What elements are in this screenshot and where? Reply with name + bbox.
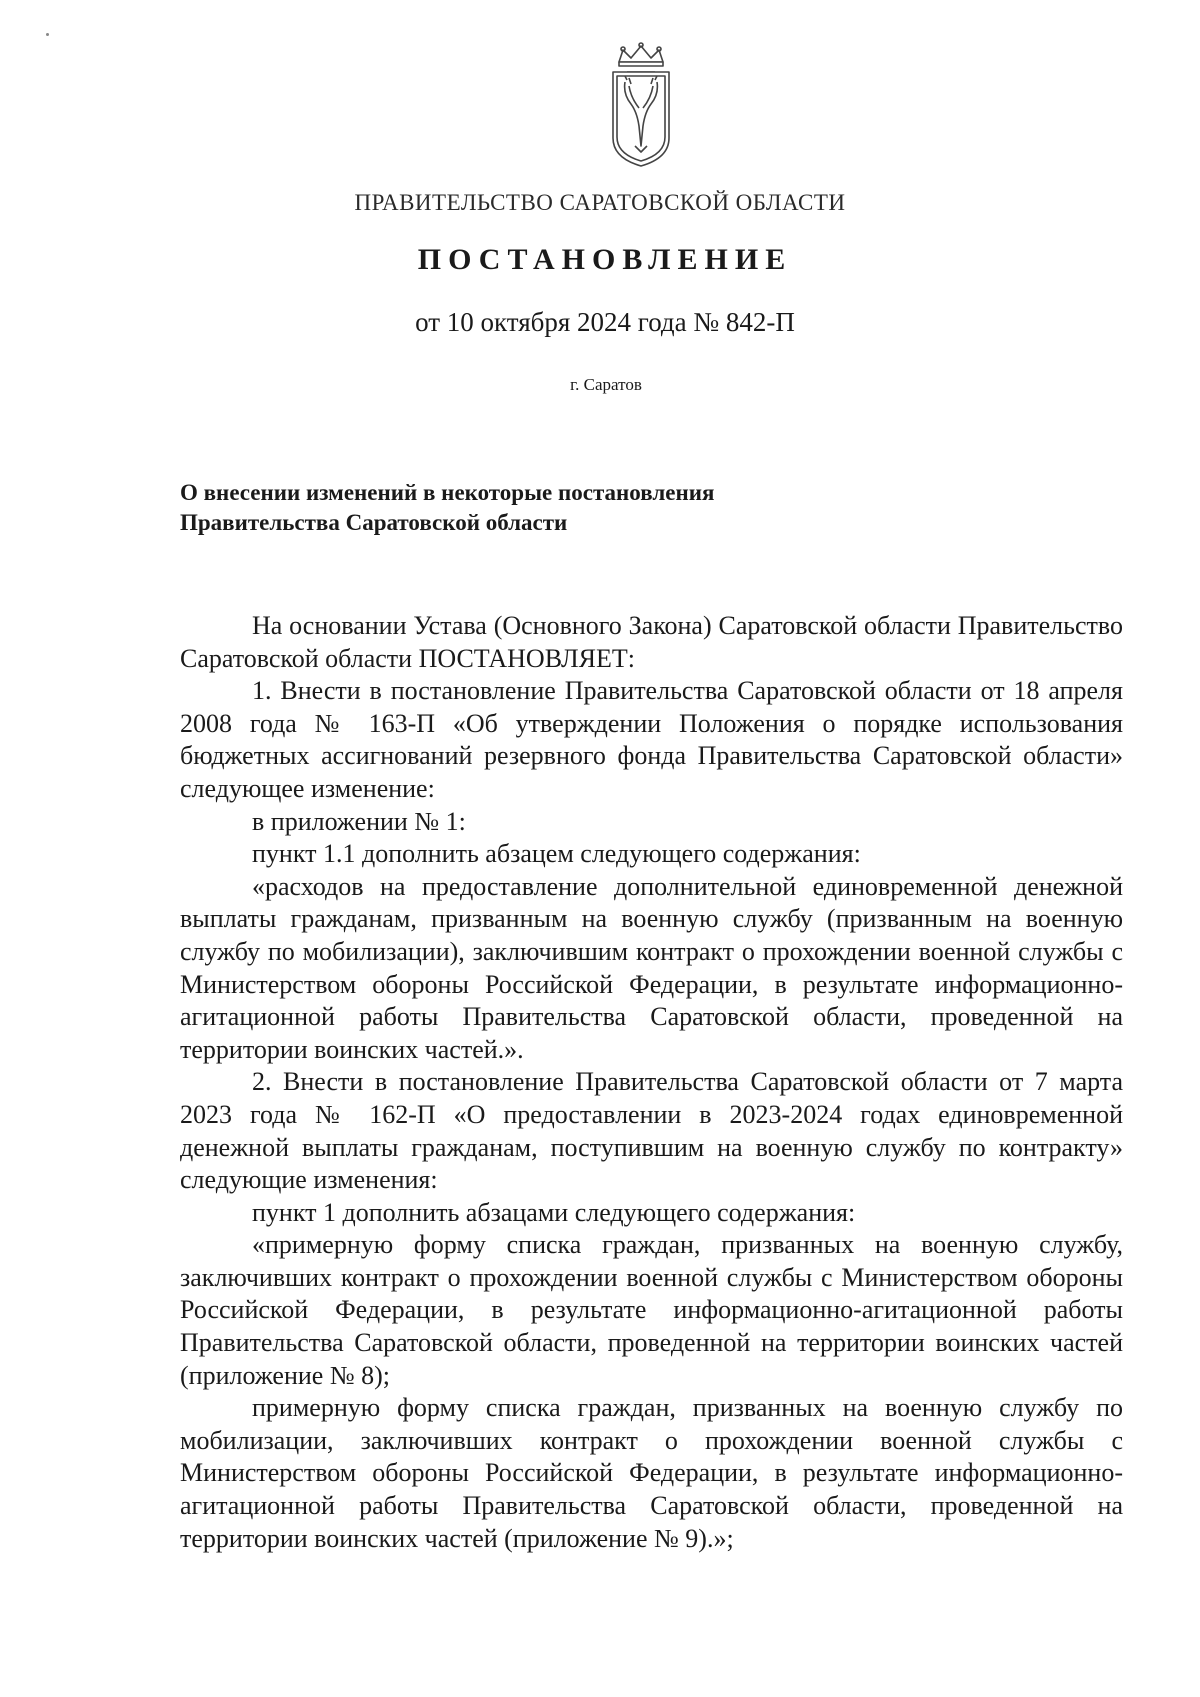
saratov-coat-of-arms-icon [605,42,677,170]
body-paragraph: пункт 1.1 дополнить абзацем следующего содержания: [252,839,861,869]
body-paragraph: 1. Внести в постановление Правительства Саратовской области от 18 апреля 2008 года № 163-П «Об утверждении Положения о порядке использования бюджетных ассигнований резервного фонда Правительства Саратовской области» следующее изменение: [180,676,1123,803]
title-line-1: О внесении изменений в некоторые постановления [180,480,715,505]
scan-speck [46,33,49,36]
document-title [180,478,900,538]
body-paragraph: «примерную форму списка граждан, призванных на военную службу, заключивших контракт о прохождении военной службы с Министерством обороны Российской Федерации, в результате информационно-агитационной работы Правительства Саратовской области, проведенной на территории воинских частей (приложение № 8); [180,1230,1123,1390]
issuing-authority: ПРАВИТЕЛЬСТВО САРАТОВСКОЙ ОБЛАСТИ [354,190,846,215]
body-paragraph: 2. Внести в постановление Правительства Саратовской области от 7 марта 2023 года № 162-П «О предоставлении в 2023-2024 годах единовременной денежной выплаты гражданам, поступившим на военную службу по контракту» следующие изменения: [180,1067,1123,1195]
body-paragraph: «расходов на предоставление дополнительной единовременной денежной выплаты гражданам, призванным на военную службу (призванным на военную службу по мобилизации), заключившим контракт о прохождении военной службы с Министерством обороны Российской Федерации, в результате информационно-агитационной работы Правительства Саратовской области, проведенной на территории воинских частей.». [180,871,1123,1064]
body-paragraph: в приложении № 1: [252,806,466,836]
body-paragraph: примерную форму списка граждан, призванных на военную службу по мобилизации, заключивших контракт о прохождении военной службы с Министерством обороны Российской Федерации, в результате информационно-агитационной работы Правительства Саратовской области, проведенной на территории воинских частей (приложение № 9).»; [180,1393,1123,1553]
document-date-number: от 10 октября 2024 года № 842-П [415,307,795,337]
title-line-2: Правительства Саратовской области [180,510,568,535]
body-paragraph: На основании Устава (Основного Закона) Саратовской области Правительство Саратовской области ПОСТАНОВЛЯЕТ: [180,611,1123,673]
document-type-heading: ПОСТАНОВЛЕНИЕ [417,243,793,276]
document-city: г. Саратов [570,375,642,394]
document-body [180,610,1123,1555]
body-paragraph: пункт 1 дополнить абзацами следующего содержания: [252,1197,856,1227]
